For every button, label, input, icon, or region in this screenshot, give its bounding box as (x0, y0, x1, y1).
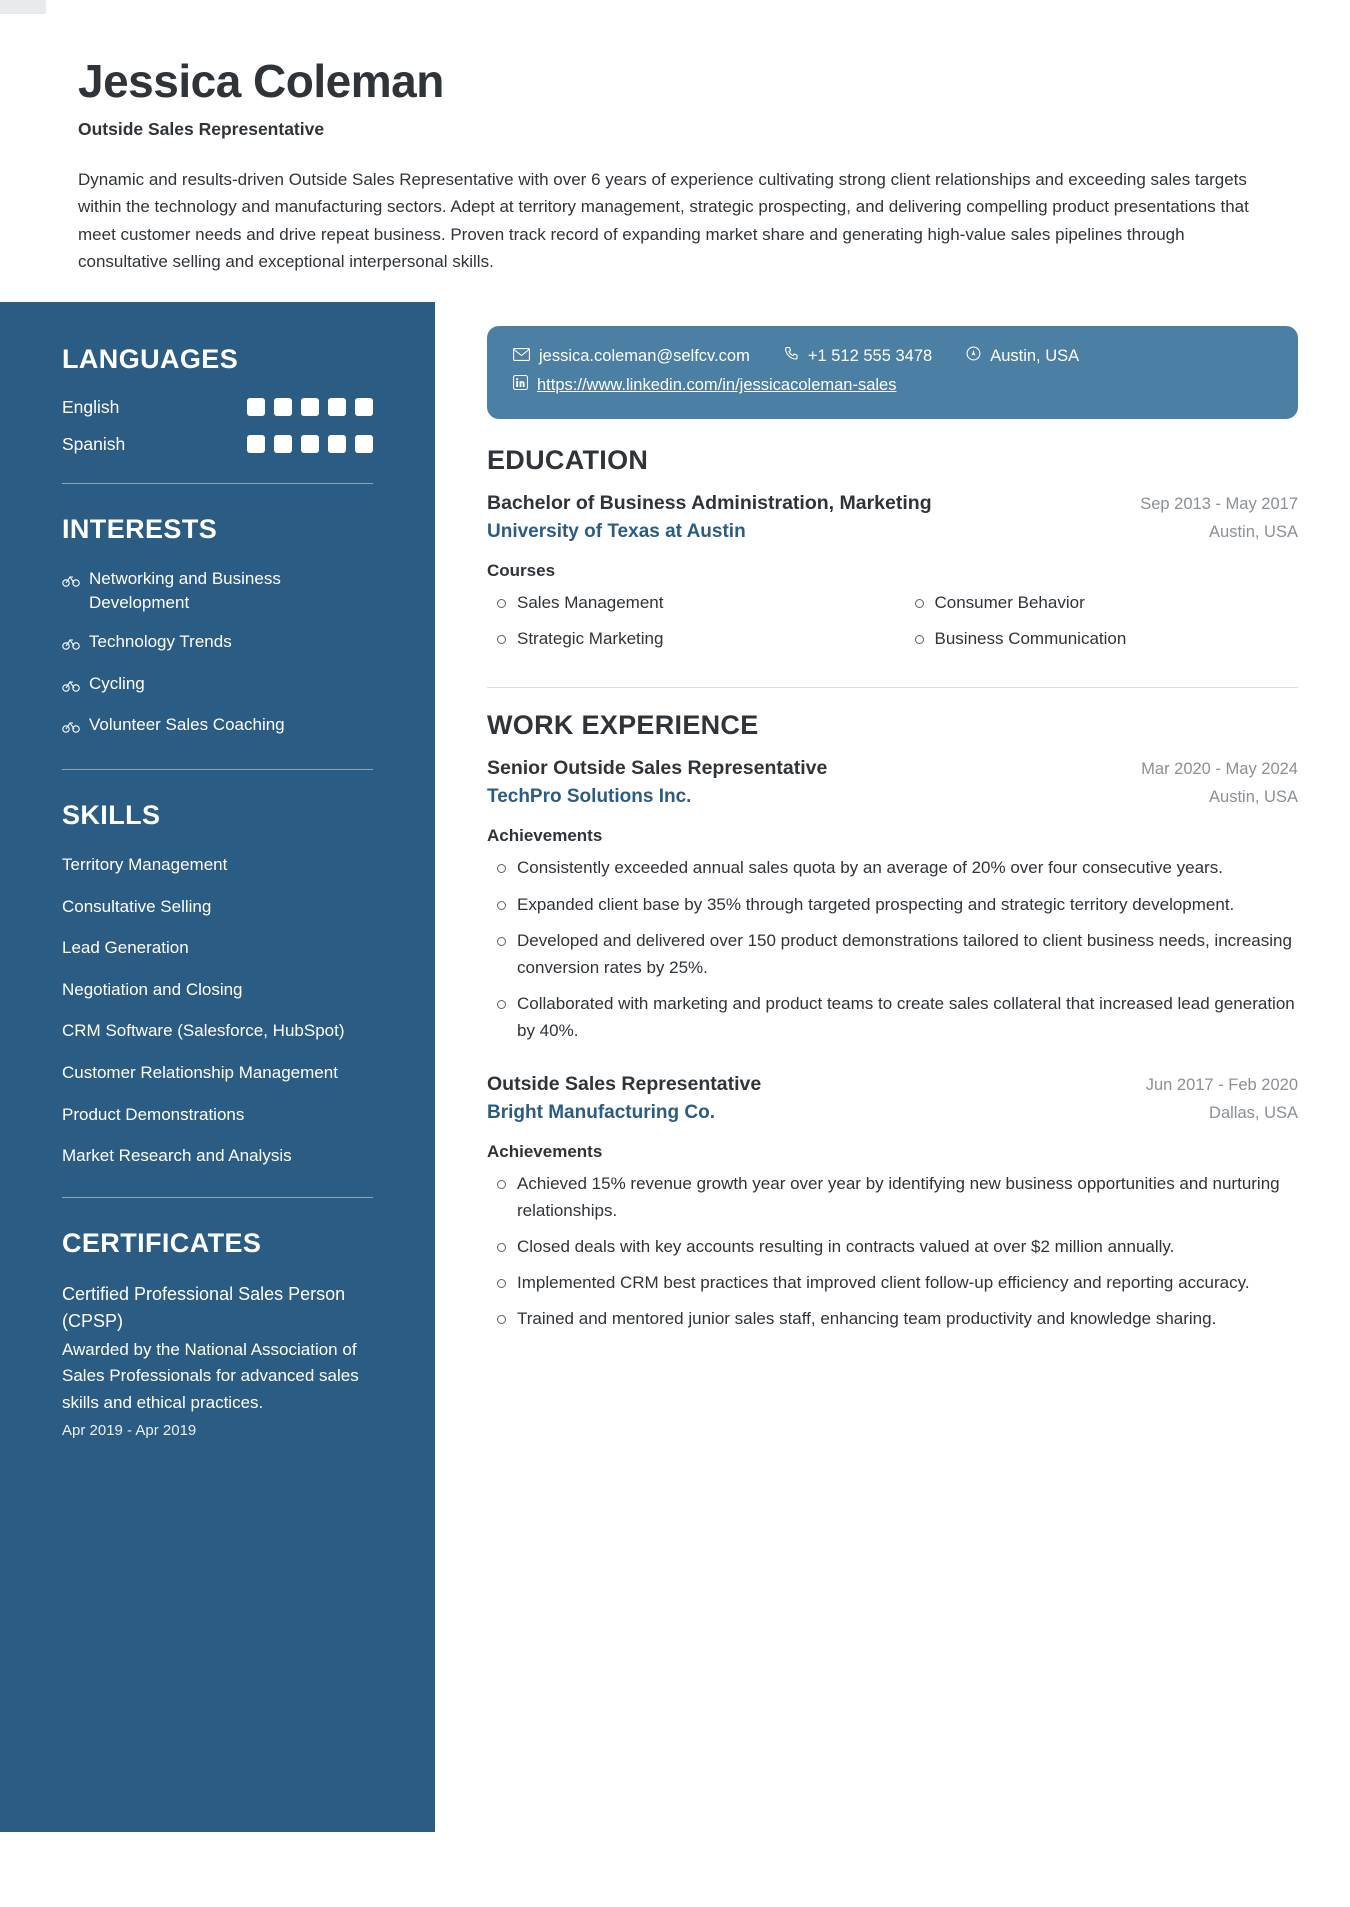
certificate-description: Awarded by the National Association of Sales Professionals for advanced sales skills and ethical practices. (62, 1340, 359, 1412)
certificate-date: Apr 2019 - Apr 2019 (62, 1422, 197, 1440)
company-name: Bright Manufacturing Co. (487, 1101, 715, 1123)
interest-label: Cycling (89, 673, 145, 693)
language-name: English (62, 396, 120, 417)
courses-label: Courses (487, 561, 556, 581)
list-item: Customer Relationship Management (62, 1063, 338, 1083)
list-item (62, 630, 373, 658)
section-skills (62, 800, 373, 1169)
list-item: Expanded client base by 35% through targeted prospecting and strategic territory development. (487, 891, 1298, 918)
list-item (62, 713, 373, 741)
courses-column-right (905, 589, 1299, 661)
work-entry (487, 1073, 1298, 1333)
page-title: Jessica Coleman (78, 55, 444, 107)
list-item: Achieved 15% revenue growth year over year by identifying new business opportunities and nurturing relationships. (487, 1170, 1298, 1224)
level-dot (247, 435, 265, 453)
achievements-list (487, 854, 1298, 1044)
achievements-label: Achievements (487, 826, 603, 846)
contact-linkedin[interactable] (513, 371, 896, 401)
school-name: University of Texas at Austin (487, 521, 746, 543)
email-text: jessica.coleman@selfcv.com (539, 346, 750, 365)
list-item: CRM Software (Salesforce, HubSpot) (62, 1021, 345, 1041)
divider (62, 1197, 373, 1198)
list-item: Business Communication (905, 625, 1299, 652)
work-location: Austin, USA (1209, 788, 1298, 807)
achievements-label: Achievements (487, 1141, 603, 1161)
divider (487, 687, 1298, 688)
contact-email[interactable] (513, 342, 750, 372)
list-item: Closed deals with key accounts resulting in contracts valued at over $2 million annually. (487, 1233, 1298, 1260)
degree-title: Bachelor of Business Administration, Marketing (487, 492, 932, 515)
education-entry-header (487, 492, 1298, 515)
contact-location (966, 342, 1079, 372)
list-item (62, 434, 373, 455)
position-title: Senior Outside Sales Representative (487, 757, 828, 780)
bicycle-icon (62, 675, 80, 700)
language-level-meter (247, 435, 373, 453)
work-experience-heading: WORK EXPERIENCE (487, 710, 759, 741)
list-item (62, 397, 373, 418)
level-dot (274, 398, 292, 416)
level-dot (328, 435, 346, 453)
list-item: Market Research and Analysis (62, 1146, 292, 1166)
contact-line-primary (513, 342, 1272, 372)
linkedin-url: https://www.linkedin.com/in/jessicacoleman-sales (537, 376, 897, 395)
list-item: Sales Management (487, 589, 881, 616)
list-item: Consultative Selling (62, 896, 212, 916)
list-item: Implemented CRM best practices that improved client follow-up efficiency and reporting accuracy. (487, 1269, 1298, 1296)
bicycle-icon (62, 570, 80, 595)
professional-summary: Dynamic and results-driven Outside Sales Representative with over 6 years of experience cultivating strong client relationships and exceeding sales targets within the technology and manufacturing sectors. Adept at territory management, strategic prospecting, and delivering compelling product presentations that meet customer needs and drive repeat business. Proven track record of expanding market share and generating high-value sales pipelines through consultative selling and exceptional interpersonal skills. (78, 169, 1249, 272)
achievements-list (487, 1170, 1298, 1333)
bicycle-icon (62, 716, 80, 741)
page-corner-decoration (0, 0, 46, 14)
list-item: Consistently exceeded annual sales quota by an average of 20% over four consecutive years. (487, 854, 1298, 881)
education-location: Austin, USA (1209, 523, 1298, 542)
sidebar (0, 302, 435, 1832)
language-name: Spanish (62, 433, 126, 454)
contact-phone[interactable] (784, 342, 932, 372)
interests-heading: INTERESTS (62, 513, 218, 544)
work-location: Dallas, USA (1209, 1103, 1298, 1122)
location-pin-icon (966, 342, 981, 372)
languages-heading: LANGUAGES (62, 343, 239, 374)
list-item (62, 1281, 373, 1439)
divider (62, 769, 373, 770)
level-dot (355, 398, 373, 416)
company-name: TechPro Solutions Inc. (487, 786, 692, 808)
skills-heading: SKILLS (62, 799, 161, 830)
work-entry-header (487, 1073, 1298, 1096)
certificate-name: Certified Professional Sales Person (CPSP) (62, 1284, 346, 1332)
contact-line-secondary (513, 371, 1272, 401)
location-text: Austin, USA (990, 346, 1080, 365)
list-item: Lead Generation (62, 938, 189, 958)
phone-icon (784, 342, 799, 372)
position-title: Outside Sales Representative (487, 1072, 762, 1095)
level-dot (301, 398, 319, 416)
work-date: Jun 2017 - Feb 2020 (1145, 1075, 1298, 1094)
list-item: Territory Management (62, 854, 228, 874)
section-work-experience (487, 710, 1298, 1332)
interest-label: Volunteer Sales Coaching (89, 715, 285, 735)
education-heading: EDUCATION (487, 445, 649, 476)
interest-label: Networking and Business Development (89, 568, 281, 613)
section-certificates (62, 1228, 373, 1439)
interest-label: Technology Trends (89, 632, 232, 651)
education-date: Sep 2013 - May 2017 (1140, 495, 1298, 514)
level-dot (355, 435, 373, 453)
work-entry (487, 757, 1298, 1044)
list-item: Strategic Marketing (487, 625, 881, 652)
list-item: Trained and mentored junior sales staff, enhancing team productivity and knowledge sharing. (487, 1305, 1298, 1332)
list-item: Product Demonstrations (62, 1104, 245, 1124)
list-item: Developed and delivered over 150 product demonstrations tailored to client business needs, increasing conversion rates by 25%. (487, 927, 1298, 981)
list-item: Negotiation and Closing (62, 979, 243, 999)
resume-header (0, 0, 1350, 302)
contact-bar (487, 326, 1298, 419)
work-entry-subheader (487, 786, 1298, 808)
list-item (62, 567, 373, 616)
main-content (435, 302, 1350, 1832)
courses-column-left (487, 589, 881, 661)
section-education (487, 445, 1298, 661)
section-languages (62, 344, 373, 455)
job-title: Outside Sales Representative (78, 118, 325, 139)
level-dot (301, 435, 319, 453)
language-level-meter (247, 398, 373, 416)
bicycle-icon (62, 633, 80, 658)
work-entry-subheader (487, 1102, 1298, 1124)
list-item: Collaborated with marketing and product teams to create sales collateral that increased lead generation by 40%. (487, 990, 1298, 1044)
list-item (62, 672, 373, 700)
education-entry (487, 492, 1298, 661)
envelope-icon (513, 342, 530, 372)
linkedin-icon (513, 371, 528, 401)
phone-text: +1 512 555 3478 (807, 346, 933, 365)
resume-body (0, 302, 1350, 1832)
level-dot (328, 398, 346, 416)
divider (62, 483, 373, 484)
list-item: Consumer Behavior (905, 589, 1299, 616)
education-entry-subheader (487, 521, 1298, 543)
work-date: Mar 2020 - May 2024 (1141, 760, 1298, 779)
level-dot (247, 398, 265, 416)
certificates-heading: CERTIFICATES (62, 1228, 262, 1259)
level-dot (274, 435, 292, 453)
courses-list (487, 589, 1298, 661)
section-interests (62, 514, 373, 741)
work-entry-header (487, 757, 1298, 780)
